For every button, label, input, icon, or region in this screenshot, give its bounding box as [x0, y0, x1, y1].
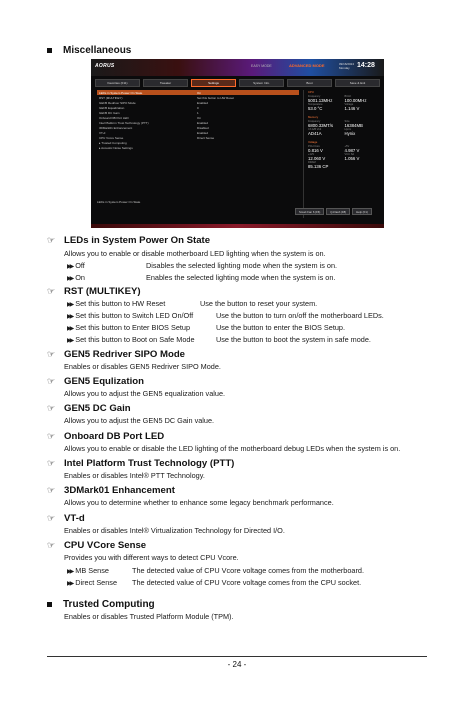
- option-description: Use the button to reset your system.: [200, 299, 318, 308]
- bios-screenshot: [91, 59, 384, 228]
- option-description: Use the button to turn on/off the motherboard LEDs.: [216, 311, 384, 320]
- double-arrow-icon: ▶▶: [67, 264, 73, 270]
- option-description: Use the button to boot the system in safe mode.: [216, 335, 371, 344]
- bios-easy-mode-label: EASY MODE: [251, 64, 272, 68]
- option-label: ▶▶ Set this button to Enter BIOS Setup: [67, 323, 191, 332]
- section-heading-miscellaneous: [47, 45, 131, 56]
- pointing-hand-icon: ☞: [47, 458, 56, 468]
- bios-row: Onboard DB Port LED On: [99, 115, 202, 120]
- bios-row: GEN5 Redriver SIPO Mode Enabled: [99, 100, 209, 105]
- option-label: ▶▶ Set this button to HW Reset: [67, 299, 166, 308]
- entry-3dmark: [47, 485, 175, 496]
- bullet-square-icon: [47, 602, 52, 607]
- entry-title: Onboard DB Port LED: [64, 431, 165, 442]
- entry-description: Enables or disables Intel® Virtualization Technology for Directed I/O.: [64, 526, 285, 535]
- double-arrow-icon: ▶▶: [67, 569, 73, 575]
- option-label: ▶▶ Set this button to Switch LED On/Off: [67, 311, 194, 320]
- entry-title: CPU VCore Sense: [64, 540, 147, 551]
- bios-tab-boot: Boot: [287, 79, 332, 87]
- pointing-hand-icon: ☞: [47, 431, 56, 441]
- smart-fan-button: Smart Fan 6 (F6): [295, 208, 324, 215]
- entry-description: Enables or disables GEN5 Redriver SIPO Mode.: [64, 362, 221, 371]
- bios-tab-favorites: Favorites (F11): [95, 79, 140, 87]
- bios-row: GEN5 Equalization 0: [99, 105, 199, 110]
- pointing-hand-icon: ☞: [47, 485, 56, 495]
- pointing-hand-icon: ☞: [47, 513, 56, 523]
- bios-advanced-mode-label: ADVANCED MODE: [289, 63, 325, 68]
- entry-title: LEDs in System Power On State: [64, 235, 211, 246]
- entry-description: Allows you to enable or disable the LED lighting of the motherboard debug LEDs when the system is on.: [64, 444, 401, 453]
- bios-row: ▸ Acoustic Noise Settings: [99, 145, 133, 150]
- bios-bottom-buttons: [295, 208, 372, 215]
- entry-title: VT-d: [64, 513, 85, 524]
- bios-row: CPU Vcore Sense Direct Sense: [99, 135, 215, 140]
- entry-title: GEN5 Redriver SIPO Mode: [64, 349, 186, 360]
- page-number: - 24 -: [227, 660, 247, 669]
- bios-tab-tweaker: Tweaker: [143, 79, 188, 87]
- double-arrow-icon: ▶▶: [67, 314, 73, 320]
- bios-tab-system-info: System Info.: [239, 79, 284, 87]
- double-arrow-icon: ▶▶: [67, 581, 73, 587]
- option-label: ▶▶ Set this button to Boot on Safe Mode: [67, 335, 195, 344]
- option-description: Use the button to enter the BIOS Setup.: [216, 323, 345, 332]
- entry-description: Allows you to determine whether to enhance some legacy benchmark performance.: [64, 498, 334, 507]
- entry-rst: [47, 286, 141, 297]
- entry-ptt: [47, 458, 234, 469]
- bios-tab-settings: Settings: [191, 79, 236, 87]
- entry-description: Allows you to adjust the GEN5 DC Gain value.: [64, 416, 215, 425]
- entry-leds: [47, 235, 210, 246]
- entry-description: Enables or disables Intel® PTT Technology.: [64, 471, 205, 480]
- section-description: Enables or disables Trusted Platform Module (TPM).: [64, 612, 234, 621]
- bios-hardware-monitor: [303, 90, 379, 218]
- help-button: Help (F1): [352, 208, 372, 215]
- option-description: Disables the selected lighting mode when the system is on.: [146, 261, 338, 270]
- bios-logo: AORUS: [95, 63, 115, 69]
- double-arrow-icon: ▶▶: [67, 302, 73, 308]
- double-arrow-icon: ▶▶: [67, 338, 73, 344]
- footer-divider: [47, 656, 427, 657]
- bios-date: 09/16/2024 Monday: [339, 62, 355, 70]
- entry-title: 3DMark01 Enhancement: [64, 485, 175, 496]
- entry-description: Provides you with different ways to detect CPU Vcore.: [64, 553, 239, 562]
- entry-title: Intel Platform Trust Technology (PTT): [64, 458, 235, 469]
- option-label: ▶▶ Direct Sense: [67, 578, 118, 587]
- bios-tab-save-exit: Save & Exit: [335, 79, 380, 87]
- bios-row: GEN5 DC Gain 1: [99, 110, 199, 115]
- pointing-hand-icon: ☞: [47, 349, 56, 359]
- bios-row: LEDs in System Power On State On: [97, 90, 299, 95]
- bullet-square-icon: [47, 48, 52, 53]
- option-description: The detected value of CPU Vcore voltage comes from the motherboard.: [132, 566, 364, 575]
- entry-description: Allows you to adjust the GEN5 equalization value.: [64, 389, 226, 398]
- option-label: ▶▶ Off: [67, 261, 85, 270]
- bios-row: Intel Platform Trust Technology (PTT) Enabled: [99, 120, 209, 125]
- bios-row: 3DMark01 Enhancement Disabled: [99, 125, 209, 130]
- entry-dc-gain: [47, 403, 131, 414]
- bios-row: VT-d Enabled: [99, 130, 209, 135]
- option-description: Enables the selected lighting mode when the system is on.: [146, 273, 336, 282]
- option-description: The detected value of CPU Vcore voltage comes from the CPU socket.: [132, 578, 362, 587]
- bios-help-text: LEDs in System Power On State: [97, 200, 141, 204]
- entry-vcore-sense: [47, 540, 146, 551]
- pointing-hand-icon: ☞: [47, 286, 56, 296]
- q-flash-button: Q-Flash (F8): [326, 208, 350, 215]
- entry-title: RST (MULTIKEY): [64, 286, 141, 297]
- bios-bottom-strip: [91, 224, 384, 228]
- monitor-memory: Memory Frequency 6800.33MT/s Size 16384MB Ch A/B Volt AD41A Hynix Hynix: [308, 115, 363, 136]
- section-title: Miscellaneous: [63, 45, 132, 56]
- entry-vtd: [47, 513, 85, 524]
- bios-row: ▸ Trusted Computing: [99, 140, 127, 145]
- bios-time: 14:28: [357, 62, 375, 69]
- entry-description: Allows you to enable or disable motherboard LED lighting when the system is on.: [64, 249, 326, 258]
- pointing-hand-icon: ☞: [47, 235, 56, 245]
- pointing-hand-icon: ☞: [47, 403, 56, 413]
- double-arrow-icon: ▶▶: [67, 276, 73, 282]
- entry-title: GEN5 DC Gain: [64, 403, 131, 414]
- monitor-voltage: Voltage PCH Core 0.816 V +5V 4.987 V +12V 12.060 V VCC SA 1.056 V DRAM 85.136 CP: [308, 140, 360, 169]
- monitor-cpu: CPU Frequency 5001.13MHz BCLK 100.00MHz Temperature 53.0 °C Voltage 1.146 V: [308, 90, 367, 111]
- entry-sipo: [47, 349, 185, 360]
- section-heading-trusted-computing: [47, 599, 155, 610]
- pointing-hand-icon: ☞: [47, 376, 56, 386]
- pointing-hand-icon: ☞: [47, 540, 56, 550]
- bios-row: RST (MULTIKEY) Set this button to HW Reset: [99, 95, 235, 100]
- option-label: ▶▶ MB Sense: [67, 566, 109, 575]
- entry-db-port-led: [47, 431, 164, 442]
- entry-title: GEN5 Equlization: [64, 376, 144, 387]
- double-arrow-icon: ▶▶: [67, 326, 73, 332]
- bios-settings-list: [97, 90, 299, 150]
- entry-equalization: [47, 376, 144, 387]
- bios-tab-bar: [95, 79, 380, 87]
- option-label: ▶▶ On: [67, 273, 85, 282]
- section-title: Trusted Computing: [63, 599, 155, 610]
